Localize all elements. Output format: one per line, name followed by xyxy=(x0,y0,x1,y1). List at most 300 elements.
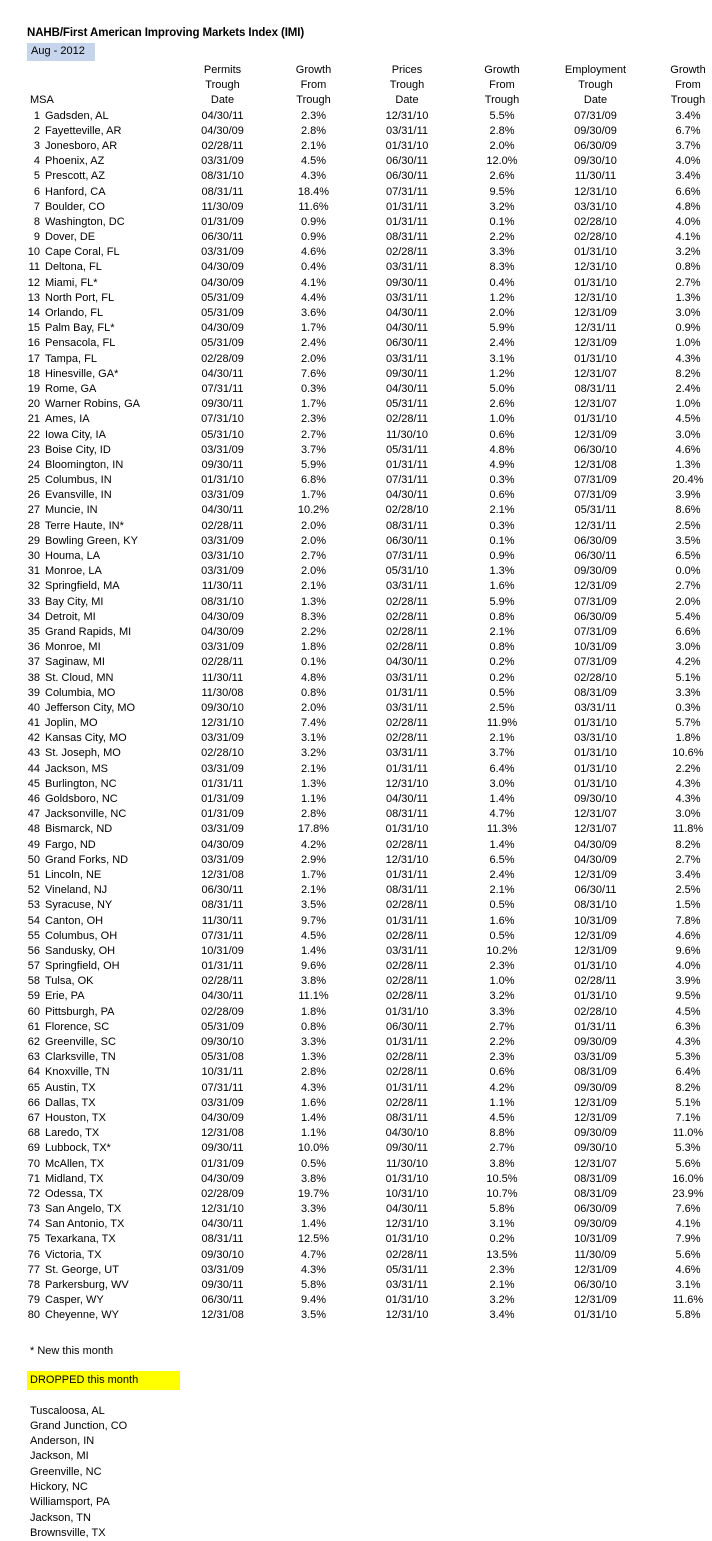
prices-growth: 13.5% xyxy=(486,1248,518,1261)
employment-growth: 4.6% xyxy=(675,443,701,456)
employment-growth: 7.1% xyxy=(675,1111,701,1124)
permits-trough-date: 03/31/09 xyxy=(201,1096,244,1109)
permits-growth: 17.8% xyxy=(297,823,330,836)
prices-trough-date: 11/30/10 xyxy=(385,1157,428,1170)
employment-trough-date: 06/30/09 xyxy=(574,139,617,152)
prices-trough-date: 02/28/11 xyxy=(385,838,428,851)
permits-trough-date: 03/31/09 xyxy=(201,246,244,259)
column-header-line: Date xyxy=(210,94,235,107)
permits-trough-date: 09/30/11 xyxy=(201,458,244,471)
row-number: 13 xyxy=(27,291,40,304)
prices-growth: 3.8% xyxy=(489,1157,515,1170)
row-number: 4 xyxy=(33,155,40,168)
row-number: 55 xyxy=(27,929,40,942)
employment-trough-date: 01/31/10 xyxy=(574,276,617,289)
msa-name: Grand Rapids, MI xyxy=(45,625,132,638)
row-number: 56 xyxy=(27,944,40,957)
permits-growth: 4.5% xyxy=(300,155,327,168)
row-number: 68 xyxy=(27,1127,40,1140)
msa-name: Midland, TX xyxy=(45,1172,104,1185)
prices-trough-date: 02/28/11 xyxy=(385,1051,428,1064)
employment-trough-date: 06/30/09 xyxy=(574,610,617,623)
employment-growth: 8.2% xyxy=(675,1081,701,1094)
row-number: 19 xyxy=(27,382,40,395)
permits-growth: 5.9% xyxy=(300,458,327,471)
permits-trough-date: 01/31/09 xyxy=(201,793,244,805)
permits-growth: 1.7% xyxy=(300,398,327,411)
permits-trough-date: 09/30/11 xyxy=(201,1279,244,1291)
permits-trough-date: 04/30/09 xyxy=(201,276,244,289)
permits-trough-date: 03/31/09 xyxy=(201,565,244,578)
permits-trough-date: 07/31/11 xyxy=(201,382,244,395)
prices-trough-date: 06/30/11 xyxy=(385,534,428,547)
permits-trough-date: 04/30/11 xyxy=(201,367,244,380)
employment-trough-date: 09/30/09 xyxy=(574,1081,617,1094)
row-number: 29 xyxy=(27,534,40,547)
row-number: 54 xyxy=(27,914,40,927)
page-title: NAHB/First American Improving Markets Index (IMI) xyxy=(27,27,305,39)
permits-trough-date: 08/31/11 xyxy=(201,185,244,198)
permits-growth: 2.8% xyxy=(300,808,327,821)
employment-growth: 8.6% xyxy=(675,504,701,517)
prices-trough-date: 03/31/11 xyxy=(385,1279,428,1291)
prices-growth: 0.5% xyxy=(489,686,515,699)
dropped-market-item: Brownsville, TX xyxy=(30,1526,106,1539)
employment-growth: 2.7% xyxy=(675,580,701,593)
msa-name: Springfield, OH xyxy=(45,960,120,973)
permits-growth: 5.8% xyxy=(300,1279,327,1291)
permits-trough-date: 05/31/09 xyxy=(201,291,244,304)
prices-trough-date: 03/31/11 xyxy=(385,671,428,684)
permits-trough-date: 02/28/10 xyxy=(201,747,244,760)
prices-trough-date: 03/31/11 xyxy=(385,124,428,137)
prices-growth: 0.2% xyxy=(489,656,515,669)
permits-growth: 1.3% xyxy=(300,777,327,790)
permits-growth: 1.7% xyxy=(300,322,327,335)
column-header-line: Date xyxy=(583,94,608,107)
permits-trough-date: 09/30/11 xyxy=(201,398,244,411)
employment-growth: 4.1% xyxy=(675,231,701,244)
dropped-market-item: Jackson, MI xyxy=(30,1450,89,1463)
employment-trough-date: 12/31/09 xyxy=(574,868,617,881)
employment-growth: 3.0% xyxy=(675,428,701,441)
prices-trough-date: 06/30/11 xyxy=(385,1020,428,1033)
prices-growth: 3.0% xyxy=(489,777,515,790)
prices-trough-date: 02/28/11 xyxy=(385,1248,428,1261)
row-number: 38 xyxy=(27,671,40,684)
permits-growth: 1.3% xyxy=(300,595,327,608)
row-number: 2 xyxy=(33,124,40,137)
msa-name: Orlando, FL xyxy=(45,307,104,319)
permits-growth: 10.2% xyxy=(297,504,330,517)
row-number: 14 xyxy=(27,307,40,319)
permits-trough-date: 08/31/11 xyxy=(201,899,244,912)
prices-growth: 4.8% xyxy=(489,443,515,456)
permits-growth: 11.1% xyxy=(298,990,329,1003)
permits-trough-date: 01/31/11 xyxy=(201,777,244,790)
prices-trough-date: 02/28/11 xyxy=(385,732,428,745)
permits-growth: 12.5% xyxy=(297,1233,330,1246)
permits-trough-date: 11/30/11 xyxy=(201,914,244,927)
employment-trough-date: 10/31/09 xyxy=(574,1233,617,1246)
employment-trough-date: 12/31/10 xyxy=(574,261,617,274)
employment-trough-date: 07/31/09 xyxy=(574,109,617,122)
permits-growth: 2.3% xyxy=(300,413,327,426)
employment-trough-date: 09/30/09 xyxy=(574,565,617,578)
permits-growth: 4.6% xyxy=(300,246,327,259)
prices-trough-date: 04/30/11 xyxy=(385,322,428,335)
permits-growth: 1.4% xyxy=(300,1218,327,1231)
row-number: 80 xyxy=(27,1309,40,1322)
permits-growth: 2.1% xyxy=(300,884,327,897)
employment-trough-date: 09/30/10 xyxy=(574,1142,617,1155)
employment-growth: 4.0% xyxy=(675,960,701,973)
permits-trough-date: 03/31/09 xyxy=(201,443,244,456)
prices-growth: 2.0% xyxy=(489,139,515,152)
permits-trough-date: 09/30/10 xyxy=(201,1036,244,1048)
period-badge: Aug - 2012 xyxy=(27,43,95,61)
prices-growth: 2.3% xyxy=(489,960,515,973)
row-number: 52 xyxy=(27,884,40,897)
prices-trough-date: 08/31/11 xyxy=(385,519,428,532)
permits-trough-date: 04/30/11 xyxy=(201,109,244,122)
permits-growth: 0.8% xyxy=(300,686,327,699)
prices-trough-date: 05/31/11 xyxy=(385,1263,428,1276)
employment-growth: 11.6% xyxy=(672,1294,704,1307)
employment-trough-date: 06/30/10 xyxy=(574,1279,617,1291)
permits-trough-date: 03/31/10 xyxy=(201,550,244,562)
prices-growth: 3.1% xyxy=(489,352,515,365)
employment-trough-date: 12/31/11 xyxy=(574,322,617,335)
prices-trough-date: 09/30/11 xyxy=(385,1142,428,1155)
prices-growth: 3.7% xyxy=(489,747,515,760)
permits-growth: 4.8% xyxy=(300,671,327,684)
row-number: 66 xyxy=(27,1096,40,1109)
prices-trough-date: 08/31/11 xyxy=(385,231,428,244)
employment-growth: 5.1% xyxy=(675,671,701,684)
prices-trough-date: 02/28/11 xyxy=(385,625,428,638)
employment-trough-date: 08/31/09 xyxy=(574,1172,617,1185)
employment-trough-date: 12/31/10 xyxy=(574,291,617,304)
prices-growth: 4.2% xyxy=(489,1081,515,1094)
prices-growth: 11.3% xyxy=(486,823,518,836)
employment-trough-date: 03/31/10 xyxy=(574,200,617,213)
prices-trough-date: 12/31/10 xyxy=(385,1218,429,1231)
prices-trough-date: 05/31/10 xyxy=(385,565,429,578)
dropped-market-item: Tuscaloosa, AL xyxy=(30,1404,105,1417)
row-number: 32 xyxy=(27,580,40,593)
permits-trough-date: 12/31/10 xyxy=(201,1203,244,1216)
prices-trough-date: 12/31/10 xyxy=(385,777,429,790)
employment-growth: 3.5% xyxy=(675,534,701,547)
employment-trough-date: 01/31/11 xyxy=(574,1020,617,1033)
msa-name: Gadsden, AL xyxy=(45,109,109,122)
permits-trough-date: 02/28/11 xyxy=(201,519,244,532)
employment-growth: 3.1% xyxy=(675,1279,701,1291)
prices-growth: 2.8% xyxy=(489,124,515,137)
msa-name: North Port, FL xyxy=(45,291,115,304)
row-number: 30 xyxy=(27,550,40,562)
prices-growth: 0.1% xyxy=(489,534,515,547)
row-number: 15 xyxy=(27,322,40,335)
permits-growth: 3.5% xyxy=(300,1309,327,1322)
permits-growth: 0.9% xyxy=(300,231,327,244)
row-number: 34 xyxy=(27,610,40,623)
employment-trough-date: 12/31/07 xyxy=(574,398,617,411)
column-header-line: MSA xyxy=(30,94,54,107)
employment-growth: 2.7% xyxy=(675,276,701,289)
column-header-line: Trough xyxy=(670,94,706,107)
prices-growth: 0.8% xyxy=(489,641,515,654)
row-number: 51 xyxy=(27,868,40,881)
permits-growth: 6.8% xyxy=(300,474,327,487)
permits-trough-date: 11/30/09 xyxy=(201,200,244,213)
employment-growth: 6.4% xyxy=(675,1066,701,1079)
permits-growth: 2.0% xyxy=(300,565,327,578)
prices-growth: 0.6% xyxy=(489,428,515,441)
employment-growth: 3.4% xyxy=(675,868,701,881)
permits-growth: 2.0% xyxy=(300,352,327,365)
row-number: 26 xyxy=(27,489,40,502)
permits-growth: 1.6% xyxy=(300,1096,327,1109)
column-header-line: Trough xyxy=(484,94,520,107)
employment-trough-date: 01/31/10 xyxy=(574,777,617,790)
permits-trough-date: 05/31/08 xyxy=(201,1051,244,1064)
permits-growth: 2.0% xyxy=(300,701,327,714)
employment-trough-date: 09/30/09 xyxy=(574,124,617,137)
msa-name: Kansas City, MO xyxy=(45,732,127,745)
permits-trough-date: 01/31/09 xyxy=(201,1157,244,1170)
msa-name: Hinesville, GA* xyxy=(45,367,119,380)
dropped-market-item: Greenville, NC xyxy=(30,1465,102,1478)
row-number: 37 xyxy=(27,656,40,669)
prices-trough-date: 01/31/11 xyxy=(385,686,428,699)
prices-trough-date: 07/31/11 xyxy=(385,550,428,562)
permits-trough-date: 05/31/09 xyxy=(201,337,244,350)
prices-growth: 2.1% xyxy=(489,625,515,638)
permits-trough-date: 11/30/11 xyxy=(201,671,244,684)
permits-trough-date: 04/30/09 xyxy=(201,261,244,274)
permits-growth: 0.5% xyxy=(300,1157,327,1170)
permits-trough-date: 03/31/09 xyxy=(201,489,244,502)
msa-name: Cape Coral, FL xyxy=(45,246,120,259)
employment-growth: 2.0% xyxy=(675,595,701,608)
row-number: 75 xyxy=(27,1233,40,1246)
prices-growth: 0.3% xyxy=(489,474,515,487)
employment-growth: 8.2% xyxy=(675,367,701,380)
permits-growth: 1.1% xyxy=(300,793,327,805)
prices-growth: 0.8% xyxy=(489,610,515,623)
msa-name: Columbia, MO xyxy=(45,686,116,699)
permits-growth: 3.1% xyxy=(300,732,327,745)
permits-trough-date: 04/30/11 xyxy=(201,504,244,517)
msa-name: St. Cloud, MN xyxy=(45,671,114,684)
prices-trough-date: 03/31/11 xyxy=(385,291,428,304)
msa-name: Casper, WY xyxy=(45,1294,104,1307)
msa-name: Greenville, SC xyxy=(45,1036,116,1048)
employment-trough-date: 09/30/09 xyxy=(574,1127,617,1140)
row-number: 5 xyxy=(33,170,40,183)
row-number: 35 xyxy=(27,625,40,638)
row-number: 53 xyxy=(27,899,40,912)
permits-growth: 2.3% xyxy=(300,109,327,122)
row-number: 74 xyxy=(27,1218,40,1231)
employment-trough-date: 01/31/10 xyxy=(574,717,617,730)
prices-trough-date: 06/30/11 xyxy=(385,155,428,168)
prices-trough-date: 03/31/11 xyxy=(385,747,428,760)
prices-growth: 0.6% xyxy=(489,489,515,502)
permits-growth: 4.5% xyxy=(300,929,327,942)
dropped-market-item: Hickory, NC xyxy=(30,1481,88,1494)
permits-trough-date: 11/30/08 xyxy=(201,686,244,699)
prices-trough-date: 01/31/10 xyxy=(385,823,429,836)
permits-growth: 2.1% xyxy=(300,762,327,775)
prices-growth: 4.7% xyxy=(489,808,515,821)
employment-trough-date: 02/28/10 xyxy=(574,671,617,684)
employment-trough-date: 12/31/09 xyxy=(574,307,617,319)
column-header-line: From xyxy=(489,79,515,92)
permits-trough-date: 12/31/08 xyxy=(201,868,244,881)
permits-trough-date: 12/31/08 xyxy=(201,1309,244,1322)
permits-trough-date: 04/30/09 xyxy=(201,610,244,623)
employment-trough-date: 06/30/09 xyxy=(574,1203,617,1216)
prices-trough-date: 05/31/11 xyxy=(385,398,428,411)
employment-trough-date: 03/31/09 xyxy=(574,1051,617,1064)
prices-growth: 3.4% xyxy=(489,1309,515,1322)
permits-growth: 3.7% xyxy=(300,443,327,456)
permits-growth: 3.5% xyxy=(300,899,327,912)
row-number: 63 xyxy=(27,1051,40,1064)
prices-growth: 1.0% xyxy=(489,413,515,426)
prices-trough-date: 01/31/11 xyxy=(385,868,428,881)
permits-growth: 1.4% xyxy=(300,1111,327,1124)
msa-name: Victoria, TX xyxy=(45,1248,102,1261)
employment-growth: 9.5% xyxy=(675,990,701,1003)
row-number: 17 xyxy=(27,352,40,365)
imi-table xyxy=(27,63,712,1324)
employment-trough-date: 09/30/09 xyxy=(574,1036,617,1048)
employment-trough-date: 12/31/10 xyxy=(574,185,617,198)
row-number: 39 xyxy=(27,686,40,699)
prices-growth: 1.4% xyxy=(489,838,515,851)
row-number: 23 xyxy=(27,443,40,456)
permits-growth: 2.7% xyxy=(300,550,327,562)
row-number: 60 xyxy=(27,1005,40,1018)
employment-growth: 4.3% xyxy=(675,1036,701,1048)
employment-trough-date: 10/31/09 xyxy=(574,914,617,927)
prices-growth: 1.6% xyxy=(489,914,515,927)
msa-name: Pensacola, FL xyxy=(45,337,116,350)
employment-trough-date: 01/31/10 xyxy=(574,246,617,259)
permits-growth: 3.3% xyxy=(300,1036,327,1048)
prices-growth: 1.6% xyxy=(489,580,515,593)
prices-growth: 2.3% xyxy=(489,1051,515,1064)
permits-growth: 0.3% xyxy=(300,382,327,395)
prices-growth: 0.5% xyxy=(489,899,515,912)
msa-name: Detroit, MI xyxy=(45,610,96,623)
employment-trough-date: 12/31/09 xyxy=(574,929,617,942)
prices-trough-date: 04/30/11 xyxy=(385,1203,428,1216)
msa-name: Bowling Green, KY xyxy=(45,534,138,547)
permits-growth: 0.9% xyxy=(300,215,327,228)
permits-growth: 2.4% xyxy=(300,337,327,350)
employment-growth: 4.1% xyxy=(675,1218,701,1231)
msa-name: Pittsburgh, PA xyxy=(45,1005,115,1018)
prices-trough-date: 08/31/11 xyxy=(385,1111,428,1124)
msa-name: Erie, PA xyxy=(45,990,85,1003)
employment-growth: 7.9% xyxy=(675,1233,701,1246)
row-number: 50 xyxy=(27,853,40,866)
msa-name: Fayetteville, AR xyxy=(45,124,122,137)
column-header-employment-trough-date xyxy=(549,63,642,109)
employment-trough-date: 01/31/10 xyxy=(574,762,617,775)
column-header-line: Growth xyxy=(670,64,706,76)
employment-trough-date: 03/31/11 xyxy=(574,701,617,714)
prices-growth: 5.9% xyxy=(489,322,515,335)
prices-trough-date: 03/31/11 xyxy=(385,352,428,365)
prices-trough-date: 02/28/11 xyxy=(385,1096,428,1109)
row-number: 73 xyxy=(27,1203,40,1216)
permits-growth: 0.4% xyxy=(300,261,327,274)
employment-growth: 3.4% xyxy=(675,109,701,122)
prices-growth: 4.9% xyxy=(489,458,515,471)
msa-name: Tulsa, OK xyxy=(45,975,94,988)
employment-growth: 0.8% xyxy=(675,261,701,274)
prices-growth: 10.7% xyxy=(486,1187,518,1200)
employment-trough-date: 09/30/09 xyxy=(574,1218,617,1231)
row-number: 62 xyxy=(27,1036,40,1048)
dropped-markets-list xyxy=(27,1404,712,1541)
permits-growth: 1.7% xyxy=(300,868,327,881)
employment-growth: 5.4% xyxy=(675,610,701,623)
employment-growth: 4.0% xyxy=(675,155,701,168)
prices-growth: 1.0% xyxy=(489,975,515,988)
permits-trough-date: 10/31/11 xyxy=(201,1066,244,1079)
permits-growth: 0.1% xyxy=(300,656,327,669)
employment-trough-date: 04/30/09 xyxy=(574,838,617,851)
prices-growth: 0.1% xyxy=(489,215,515,228)
row-number: 79 xyxy=(27,1294,40,1307)
employment-growth: 2.2% xyxy=(675,762,701,775)
employment-trough-date: 07/31/09 xyxy=(574,625,617,638)
permits-trough-date: 04/30/09 xyxy=(201,124,244,137)
employment-growth: 4.8% xyxy=(675,200,701,213)
prices-trough-date: 01/31/11 xyxy=(385,914,428,927)
msa-name: Ames, IA xyxy=(45,413,90,426)
msa-name: Columbus, IN xyxy=(45,474,112,487)
employment-growth: 0.3% xyxy=(675,701,701,714)
employment-growth: 4.5% xyxy=(675,1005,701,1018)
column-header-line: Date xyxy=(395,94,419,107)
employment-growth: 8.2% xyxy=(675,838,701,851)
prices-growth: 1.4% xyxy=(489,793,515,805)
permits-trough-date: 11/30/11 xyxy=(201,580,244,593)
prices-growth: 2.7% xyxy=(489,1020,515,1033)
row-number: 67 xyxy=(27,1111,40,1124)
dropped-this-month-label: DROPPED this month xyxy=(27,1371,180,1390)
msa-name: Burlington, NC xyxy=(45,777,117,790)
permits-growth: 3.6% xyxy=(300,307,327,319)
new-this-month-footnote: * New this month xyxy=(30,1344,114,1357)
permits-trough-date: 02/28/09 xyxy=(201,352,244,365)
permits-trough-date: 02/28/11 xyxy=(201,139,244,152)
column-header-line: Growth xyxy=(295,64,332,76)
permits-trough-date: 06/30/11 xyxy=(201,884,244,897)
prices-trough-date: 04/30/11 xyxy=(385,656,428,669)
row-number: 48 xyxy=(27,823,40,836)
msa-name: Springfield, MA xyxy=(45,580,120,593)
permits-growth: 9.7% xyxy=(300,914,327,927)
